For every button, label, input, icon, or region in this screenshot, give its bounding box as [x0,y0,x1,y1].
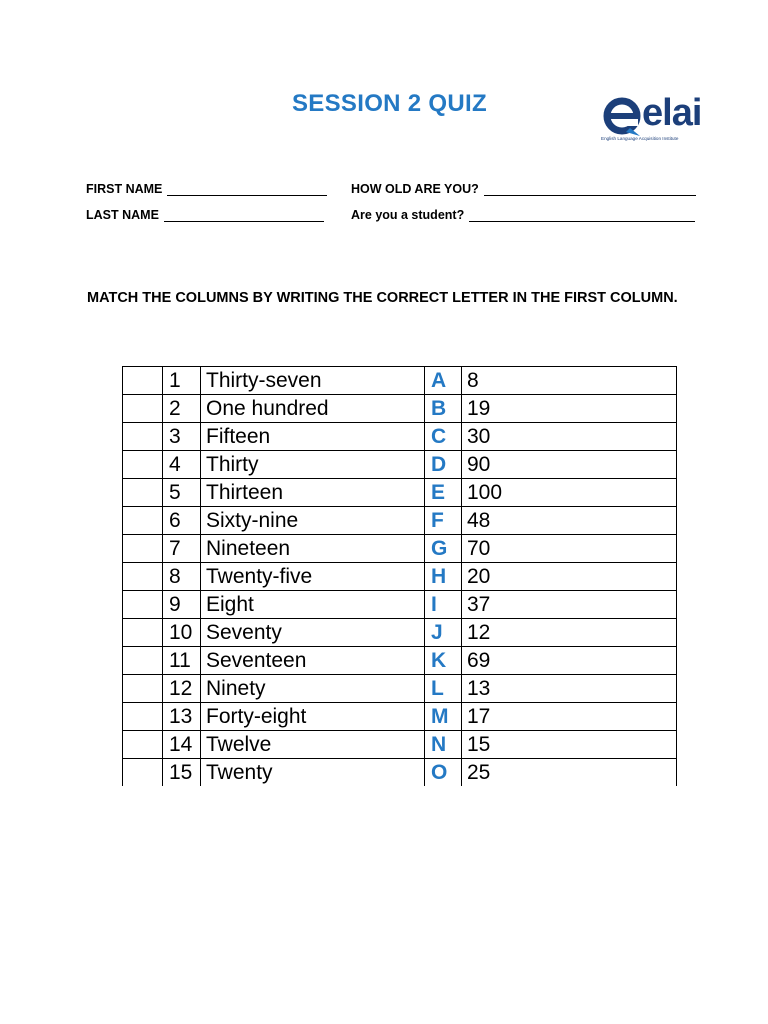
student-label: Are you a student? [351,208,465,222]
option-value: 69 [462,647,677,675]
option-value: 8 [462,367,677,395]
item-number: 4 [163,451,201,479]
table-row [123,395,677,423]
answer-cell[interactable] [123,675,163,703]
option-value: 48 [462,507,677,535]
last-name-field [86,208,324,222]
number-word: Thirty [201,451,425,479]
table-row [123,507,677,535]
option-value: 30 [462,423,677,451]
number-word: One hundred [201,395,425,423]
answer-cell[interactable] [123,395,163,423]
matching-table-body [123,367,677,787]
number-word: Twenty [201,759,425,787]
number-word: Twenty-five [201,563,425,591]
answer-cell[interactable] [123,423,163,451]
table-row [123,535,677,563]
option-value: 70 [462,535,677,563]
logo-tagline: English Language Acquisition Institute [601,136,679,141]
item-number: 5 [163,479,201,507]
option-letter: E [425,479,462,507]
answer-cell[interactable] [123,563,163,591]
option-value: 100 [462,479,677,507]
table-row [123,563,677,591]
option-letter: H [425,563,462,591]
option-value: 37 [462,591,677,619]
answer-cell[interactable] [123,507,163,535]
logo-wordmark-text: elai [642,92,702,134]
matching-table [122,366,677,786]
number-word: Ninety [201,675,425,703]
answer-cell[interactable] [123,647,163,675]
option-letter: N [425,731,462,759]
answer-cell[interactable] [123,451,163,479]
option-letter: J [425,619,462,647]
table-row [123,451,677,479]
instructions-text: MATCH THE COLUMNS BY WRITING THE CORRECT LETTER IN THE FIRST COLUMN. [87,290,678,306]
age-blank[interactable] [484,183,696,196]
table-row [123,759,677,787]
option-letter: K [425,647,462,675]
table-row [123,367,677,395]
number-word: Eight [201,591,425,619]
item-number: 12 [163,675,201,703]
answer-cell[interactable] [123,703,163,731]
last-name-blank[interactable] [164,209,324,222]
table-row [123,703,677,731]
table-row [123,591,677,619]
table-row [123,479,677,507]
item-number: 6 [163,507,201,535]
answer-cell[interactable] [123,759,163,787]
table-row [123,423,677,451]
option-letter: F [425,507,462,535]
answer-cell[interactable] [123,731,163,759]
table-row [123,731,677,759]
answer-cell[interactable] [123,367,163,395]
number-word: Thirteen [201,479,425,507]
first-name-field [86,182,327,196]
student-field [351,208,695,222]
student-blank[interactable] [469,209,695,222]
option-value: 90 [462,451,677,479]
number-word: Thirty-seven [201,367,425,395]
last-name-label: LAST NAME [86,208,159,222]
option-value: 12 [462,619,677,647]
item-number: 8 [163,563,201,591]
option-value: 19 [462,395,677,423]
number-word: Nineteen [201,535,425,563]
first-name-label: FIRST NAME [86,182,163,196]
option-letter: B [425,395,462,423]
age-field [351,182,696,196]
option-letter: G [425,535,462,563]
first-name-blank[interactable] [167,183,327,196]
logo-wordmark [642,90,701,136]
number-word: Fifteen [201,423,425,451]
page-title: SESSION 2 QUIZ [292,90,487,117]
item-number: 10 [163,619,201,647]
age-label: HOW OLD ARE YOU? [351,182,479,196]
table-row [123,647,677,675]
number-word: Sixty-nine [201,507,425,535]
item-number: 14 [163,731,201,759]
item-number: 13 [163,703,201,731]
option-letter: A [425,367,462,395]
number-word: Seventy [201,619,425,647]
table-row [123,675,677,703]
item-number: 9 [163,591,201,619]
answer-cell[interactable] [123,591,163,619]
number-word: Forty-eight [201,703,425,731]
item-number: 15 [163,759,201,787]
item-number: 11 [163,647,201,675]
table-row [123,619,677,647]
number-word: Twelve [201,731,425,759]
option-letter: C [425,423,462,451]
number-word: Seventeen [201,647,425,675]
answer-cell[interactable] [123,619,163,647]
option-letter: I [425,591,462,619]
item-number: 7 [163,535,201,563]
item-number: 1 [163,367,201,395]
option-value: 25 [462,759,677,787]
option-value: 13 [462,675,677,703]
option-letter: L [425,675,462,703]
elai-logo-mark-icon [600,94,644,138]
item-number: 3 [163,423,201,451]
option-letter: D [425,451,462,479]
option-value: 20 [462,563,677,591]
answer-cell[interactable] [123,535,163,563]
item-number: 2 [163,395,201,423]
option-value: 15 [462,731,677,759]
option-letter: O [425,759,462,787]
elai-logo [600,94,700,146]
option-value: 17 [462,703,677,731]
option-letter: M [425,703,462,731]
answer-cell[interactable] [123,479,163,507]
